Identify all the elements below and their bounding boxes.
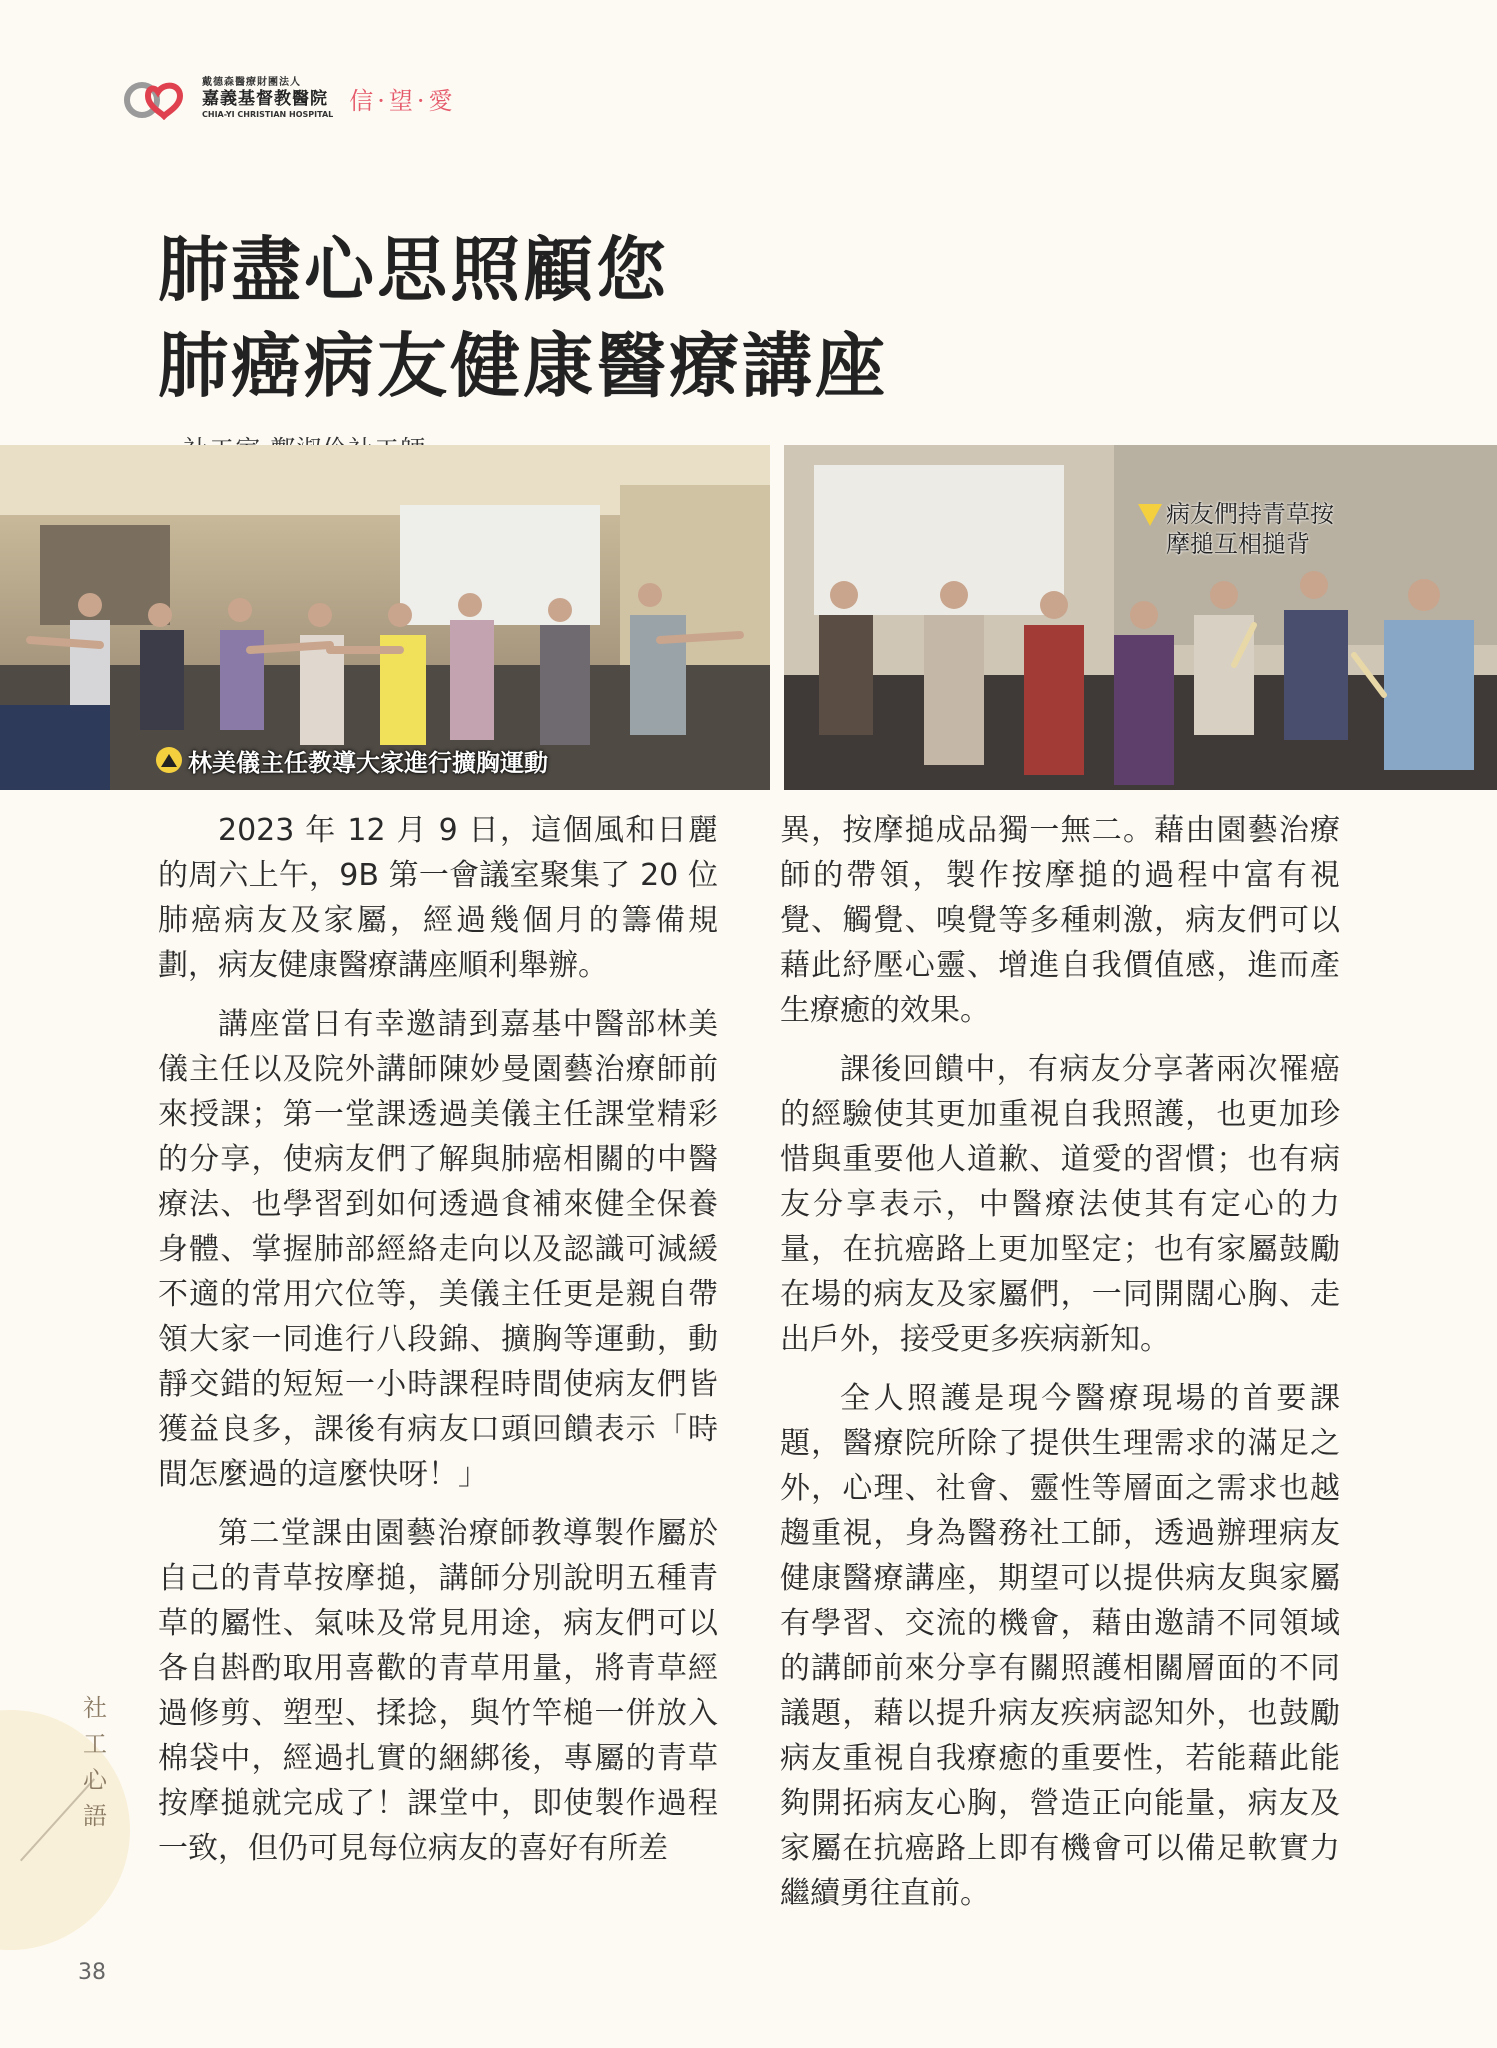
article-title <box>158 222 888 414</box>
paragraph-5: 全人照護是現今醫療現場的首要課題，醫療院所除了提供生理需求的滿足之外，心理、社會、靈性等層面之需求也越趨重視，身為醫務社工師，透過辦理病友健康醫療講座，期望可以提供病友與家屬有學習、交流的機會，藉由邀請不同領域的講師前來分享有關照護相關層面的不同議題，藉以提升病友疾病認知外，也鼓勵病友重視自我療癒的重要性，若能藉此能夠開拓病友心胸，營造正向能量，病友及家屬在抗癌路上即有機會可以備足軟實力繼續勇往直前。 <box>780 1381 1340 1911</box>
body-column-right <box>780 808 1340 1930</box>
decorative-circle <box>0 1710 130 1950</box>
paragraph-2: 講座當日有幸邀請到嘉基中醫部林美儀主任以及院外講師陳妙曼園藝治療師前來授課；第一堂課透過美儀主任課堂精彩的分享，使病友們了解與肺癌相關的中醫療法、也學習到如何透過食補來健全保養身體、掌握肺部經絡走向以及認識可減緩不適的常用穴位等，美儀主任更是親自帶領大家一同進行八段錦、擴胸等運動，動靜交錯的短短一小時課程時間使病友們皆獲益良多，課後有病友口頭回饋表示「時間怎麼過的這麼快呀！」 <box>158 1007 718 1492</box>
logo-name: 嘉義基督教醫院 <box>202 88 328 109</box>
paragraph-3-continued: 異，按摩搥成品獨一無二。藉由園藝治療師的帶領，製作按摩搥的過程中富有視覺、觸覺、嗅覺等多種刺激，病友們可以藉此紓壓心靈、增進自我價值感，進而產生療癒的效果。 <box>780 813 1340 1028</box>
motto: 信·望·愛 <box>349 86 457 115</box>
triangle-up-icon <box>156 747 182 773</box>
right-caption-line-2: 摩搥互相搥背 <box>1166 530 1310 558</box>
left-photo-caption <box>156 742 548 778</box>
hospital-logo <box>120 72 457 124</box>
logo-subtitle: 戴德森醫療財團法人 <box>202 76 301 88</box>
photo-exercise <box>0 445 770 790</box>
paragraph-1: 2023 年 12 月 9 日，這個風和日麗的周六上午，9B 第一會議室聚集了 20 位肺癌病友及家屬，經過幾個月的籌備規劃，病友健康醫療講座順利舉辦。 <box>158 813 718 983</box>
title-line-1: 肺盡心思照顧您 <box>158 228 669 311</box>
page-number: 38 <box>78 1960 106 1985</box>
section-label: 社 工 心 語 <box>83 1694 107 1830</box>
paragraph-4: 課後回饋中，有病友分享著兩次罹癌的經驗使其更加重視自我照護，也更加珍惜與重要他人道歉、道愛的習慣；也有病友分享表示，中醫療法使其有定心的力量，在抗癌路上更加堅定；也有家屬鼓勵在場的病友及家屬們，一同開闊心胸、走出戶外，接受更多疾病新知。 <box>780 1052 1340 1357</box>
logo-english: CHIA-YI CHRISTIAN HOSPITAL <box>202 109 334 119</box>
photo-massage <box>784 445 1497 790</box>
right-caption-line-1: 病友們持青草按 <box>1166 500 1334 528</box>
right-photo-caption <box>1138 499 1334 559</box>
photo-strip <box>0 445 1497 790</box>
triangle-down-icon <box>1138 504 1162 526</box>
heart-logo-icon <box>120 76 192 120</box>
body-column-left <box>158 808 718 1885</box>
title-line-2: 肺癌病友健康醫療講座 <box>158 324 888 407</box>
paragraph-3: 第二堂課由園藝治療師教導製作屬於自己的青草按摩搥，講師分別說明五種青草的屬性、氣味及常見用途，病友們可以各自斟酌取用喜歡的青草用量，將青草經過修剪、塑型、揉捻，與竹竿槌一併放入棉袋中，經過扎實的綑綁後，專屬的青草按摩搥就完成了！課堂中，即使製作過程一致，但仍可見每位病友的喜好有所差 <box>158 1516 718 1866</box>
left-caption-text: 林美儀主任教導大家進行擴胸運動 <box>188 748 548 777</box>
